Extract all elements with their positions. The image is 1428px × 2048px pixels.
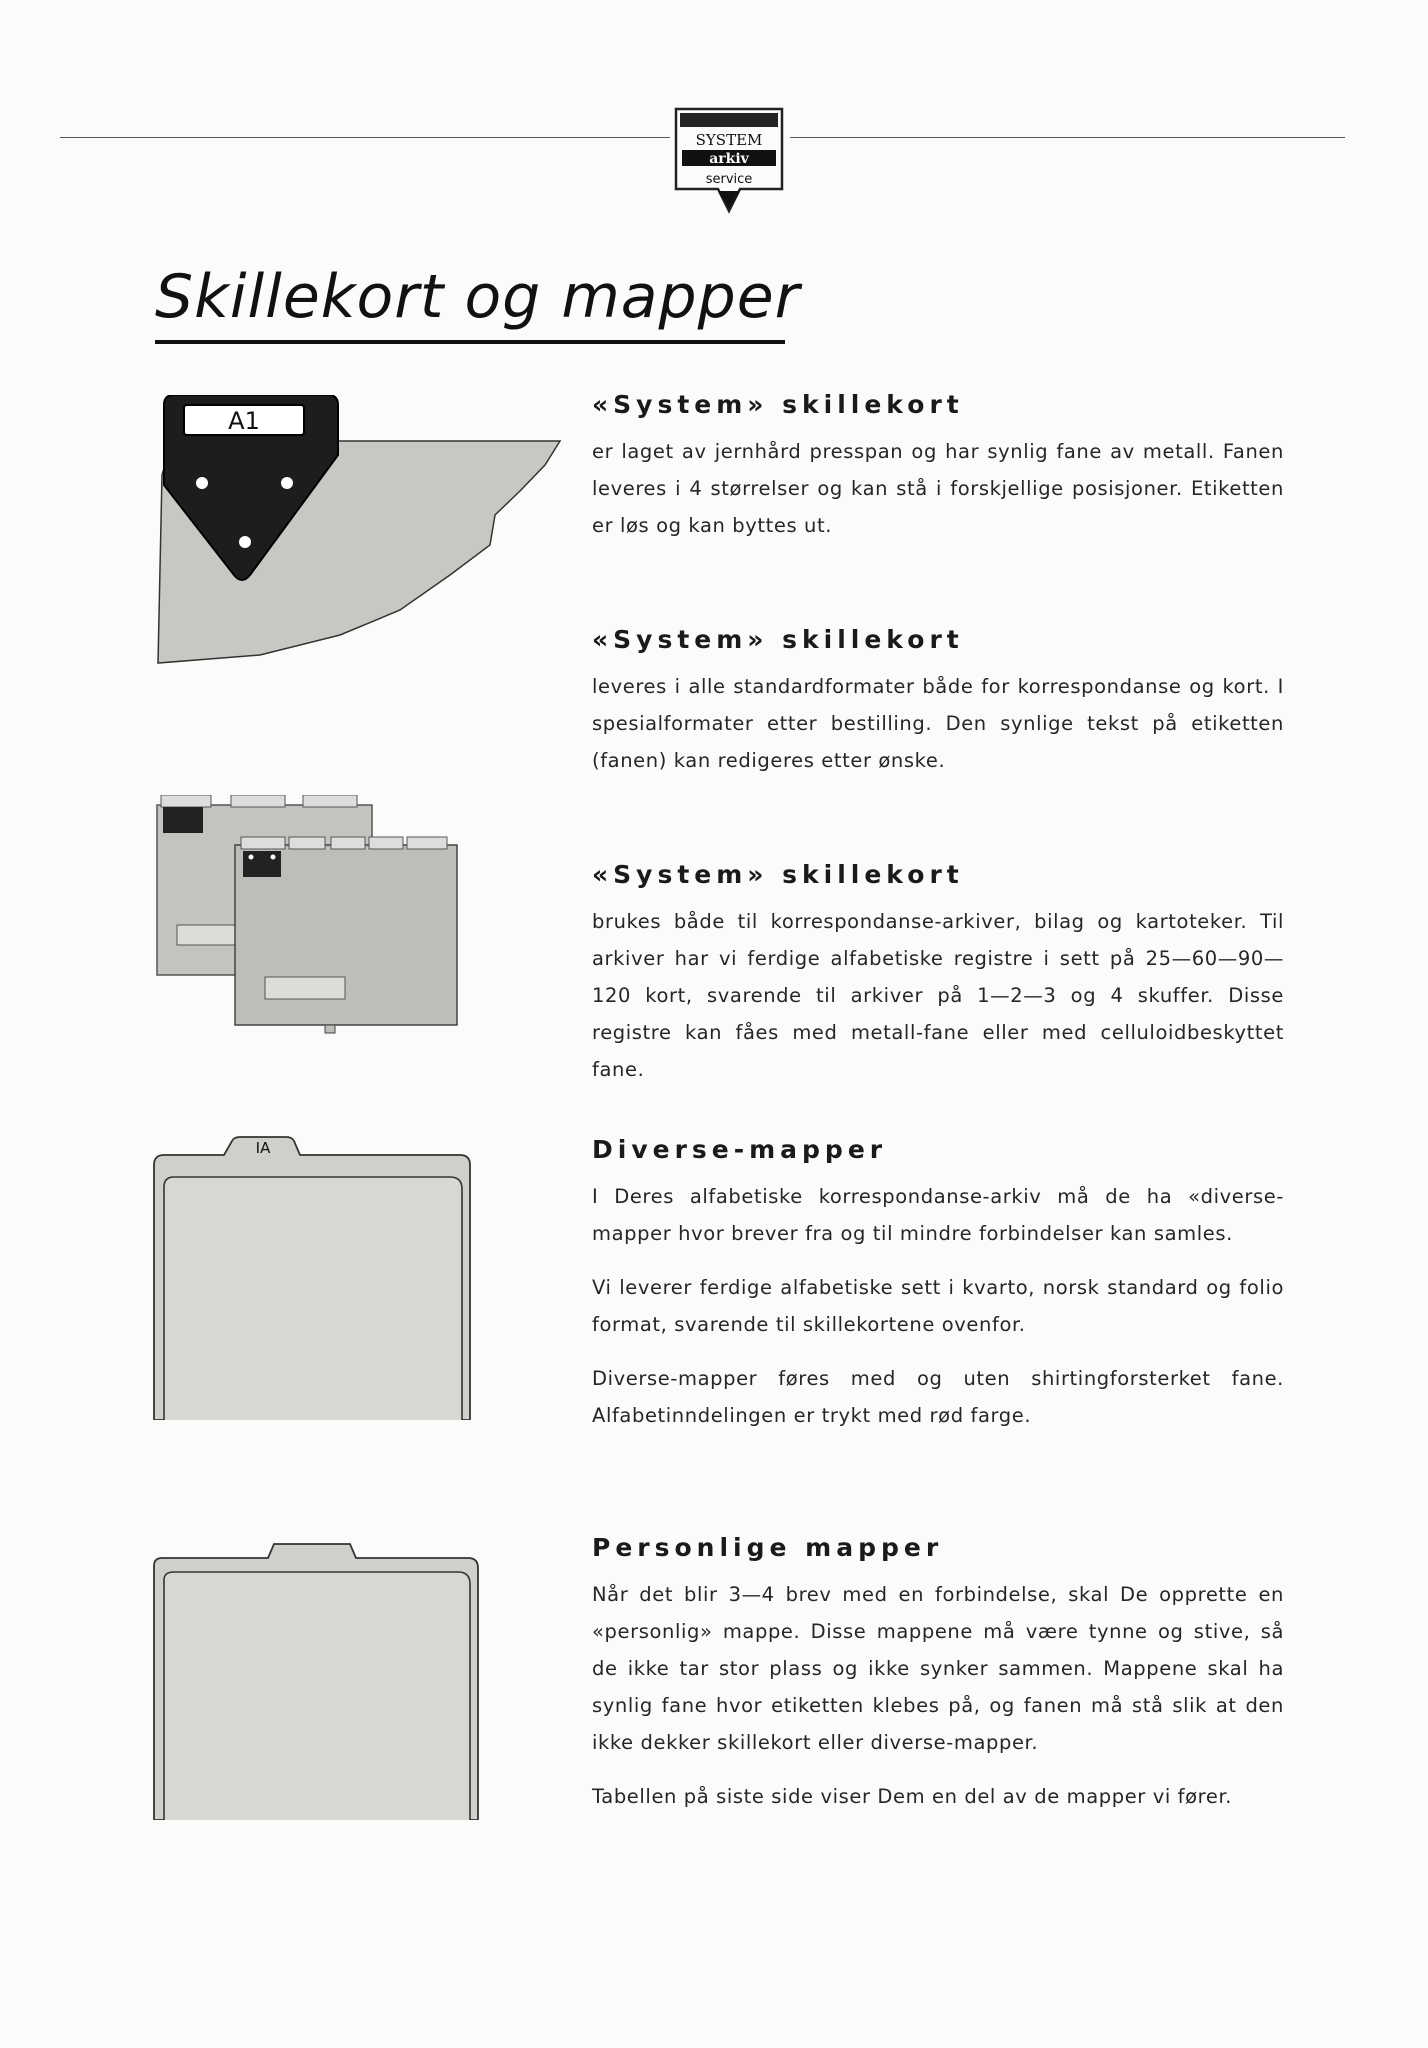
personal-folder-illustration	[150, 1540, 485, 1820]
section-skillekort-1	[592, 390, 1284, 561]
section-heading: «System» skillekort	[592, 860, 964, 889]
section-paragraph: Tabellen på siste side viser Dem en del av de mapper vi fører.	[592, 1785, 1233, 1808]
section-paragraph: Vi leverer ferdige alfabetiske sett i kvarto, norsk standard og folio format, svarende til skillekortene ovenfor.	[592, 1276, 1284, 1336]
divider-tab-label: A1	[228, 407, 260, 435]
section-personlige-mapper	[592, 1533, 1284, 1832]
section-heading: Diverse-mapper	[592, 1135, 888, 1164]
section-skillekort-2	[592, 625, 1284, 796]
section-diverse-mapper	[592, 1135, 1284, 1451]
header-rule-left	[60, 137, 670, 138]
logo-line-service: service	[705, 172, 753, 187]
section-heading: «System» skillekort	[592, 390, 964, 419]
section-heading: «System» skillekort	[592, 625, 964, 654]
logo-line-arkiv: arkiv	[709, 151, 749, 167]
section-paragraph: er laget av jernhård presspan og har synlig fane av metall. Fanen leveres i 4 størrelser og kan stå i forskjellige posisjoner. Etiketten er løs og kan byttes ut.	[592, 440, 1284, 537]
section-paragraph: Når det blir 3—4 brev med en forbindelse, skal De opprette en «personlig» mappe. Disse mappene må være tynne og stive, så de ikke tar stor plass og ikke synker sammen. Mappene skal ha synlig fane hvor etiketten klebes på, og fanen må stå slik at den ikke dekker skillekort eller diverse-mapper.	[592, 1583, 1284, 1754]
section-skillekort-3	[592, 860, 1284, 1105]
section-heading: Personlige mapper	[592, 1533, 944, 1562]
section-paragraph: leveres i alle standardformater både for korrespondanse og kort. I spesialformater etter bestilling. Den synlige tekst på etiketten (fanen) kan redigeres etter ønske.	[592, 675, 1284, 772]
section-paragraph: Diverse-mapper føres med og uten shirtingforsterket fane. Alfabetinndelingen er trykt med rød farge.	[592, 1367, 1284, 1427]
section-paragraph: I Deres alfabetiske korrespondanse-arkiv må de ha «diverse-mapper hvor brever fra og til mindre forbindelser kan samles.	[592, 1185, 1284, 1245]
divider-card-illustration	[150, 395, 570, 675]
diverse-folder-illustration	[150, 1135, 475, 1420]
logo-line-system: SYSTEM	[695, 131, 763, 149]
system-arkiv-logo	[668, 95, 790, 215]
header-rule-right	[790, 137, 1345, 138]
page-title: Skillekort og mapper	[155, 262, 801, 332]
folder-tab-label: IA	[255, 1139, 271, 1157]
section-paragraph: brukes både til korrespondanse-arkiver, bilag og kartoteker. Til arkiver har vi ferdige alfabetiske registre i sett på 25—60—90—120 kort, svarende til arkiver på 1—2—3 og 4 skuffer. Disse registre kan fåes med metall-fane eller med celluloidbeskyttet fane.	[592, 910, 1284, 1081]
title-underline	[155, 340, 785, 344]
divider-set-illustration	[155, 795, 470, 1065]
